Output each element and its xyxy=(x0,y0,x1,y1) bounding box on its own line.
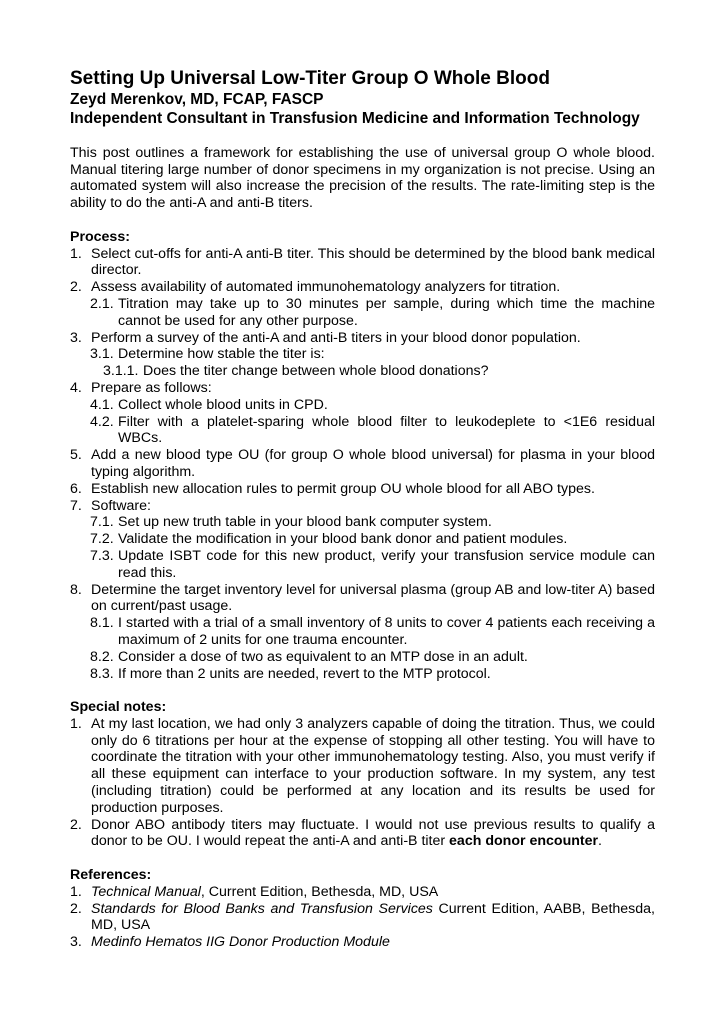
reference-item: 1. Technical Manual, Current Edition, Bethesda, MD, USA xyxy=(70,883,439,900)
list-item: 3.1.1. Does the titer change between whole blood donations? xyxy=(103,363,489,380)
list-item: 8.2. Consider a dose of two as equivalent to an MTP dose in an adult. xyxy=(90,648,528,665)
reference-item: 3. Medinfo Hematos IIG Donor Production Module xyxy=(70,934,390,951)
list-item: 3.1. Determine how stable the titer is: xyxy=(90,346,325,363)
list-item: 2. Assess availability of automated immunohematology analyzers for titration. xyxy=(70,279,561,296)
list-item: 7. Software: xyxy=(70,497,151,514)
special-notes-heading: Special notes: xyxy=(70,699,167,716)
reference-item: 2. Standards for Blood Banks and Transfusion Services Current Edition, AABB, Bethesda, MD, USA xyxy=(70,900,655,934)
list-item: 7.1. Set up new truth table in your blood bank computer system. xyxy=(90,514,492,531)
intro-paragraph: This post outlines a framework for establishing the use of universal group O whole blood. Manual titering large number of donor specimens in my organization is not precise. Using an automated system will also increase the precision of the results. The rate-limiting step is the ability to do the anti-A and anti-B titers. xyxy=(70,144,655,212)
list-item: 7.3. Update ISBT code for this new product, verify your transfusion service module can read this. xyxy=(90,547,655,581)
references-list xyxy=(70,884,655,951)
list-item: 4.1. Collect whole blood units in CPD. xyxy=(90,396,328,413)
list-item: 4. Prepare as follows: xyxy=(70,379,212,396)
process-list xyxy=(70,246,655,683)
list-item: 7.2. Validate the modification in your blood bank donor and patient modules. xyxy=(90,531,568,548)
reference-title: Medinfo Hematos IIG Donor Production Module xyxy=(91,934,390,951)
document-title: Setting Up Universal Low-Titer Group O Whole Blood xyxy=(70,68,550,89)
list-item: 2.1. Titration may take up to 30 minutes per sample, during which time the machine cannot be used for any other purpose. xyxy=(90,295,655,329)
list-item: 2. Donor ABO antibody titers may fluctuate. I would not use previous results to qualify a donor to be OU. I would repeat the anti-A and anti-B titer each donor encounter. xyxy=(70,816,655,850)
list-item: 5. Add a new blood type OU (for group O whole blood universal) for plasma in your blood typing algorithm. xyxy=(70,447,655,480)
emphasis-text: each donor encounter xyxy=(449,833,599,850)
reference-title: Standards for Blood Banks and Transfusion Services xyxy=(91,900,433,917)
list-item: 4.2. Filter with a platelet-sparing whole blood filter to leukodeplete to <1E6 residual WBCs. xyxy=(90,413,655,447)
list-item: 3. Perform a survey of the anti-A and anti-B titers in your blood donor population. xyxy=(70,329,581,346)
list-item: 6. Establish new allocation rules to permit group OU whole blood for all ABO types. xyxy=(70,480,595,497)
document-page xyxy=(70,68,655,951)
affiliation-line: Independent Consultant in Transfusion Medicine and Information Technology xyxy=(70,110,640,127)
author-line: Zeyd Merenkov, MD, FCAP, FASCP xyxy=(70,91,324,108)
process-heading: Process: xyxy=(70,228,130,245)
reference-title: Technical Manual xyxy=(91,883,201,900)
special-notes-list xyxy=(70,716,655,850)
list-item: 8.1. I started with a trial of a small inventory of 8 units to cover 4 patients each receiving a maximum of 2 units for one trauma encounter. xyxy=(90,615,655,648)
list-item: 8.3. If more than 2 units are needed, revert to the MTP protocol. xyxy=(90,665,491,682)
references-heading: References: xyxy=(70,867,152,884)
list-item: 8. Determine the target inventory level for universal plasma (group AB and low-titer A) based on current/past usage. xyxy=(70,581,655,615)
list-item: 1. Select cut-offs for anti-A anti-B titer. This should be determined by the blood bank medical director. xyxy=(70,245,655,279)
list-item: 1. At my last location, we had only 3 analyzers capable of doing the titration. Thus, we could only do 6 titrations per hour at the expense of stopping all other testing. You will have to coordinate the titration with your other immunohematology testing. Also, you must verify if all these equipment can interface to your production software. In my system, any test (including titration) could be performed at any location and its results be used for production purposes. xyxy=(70,715,655,816)
